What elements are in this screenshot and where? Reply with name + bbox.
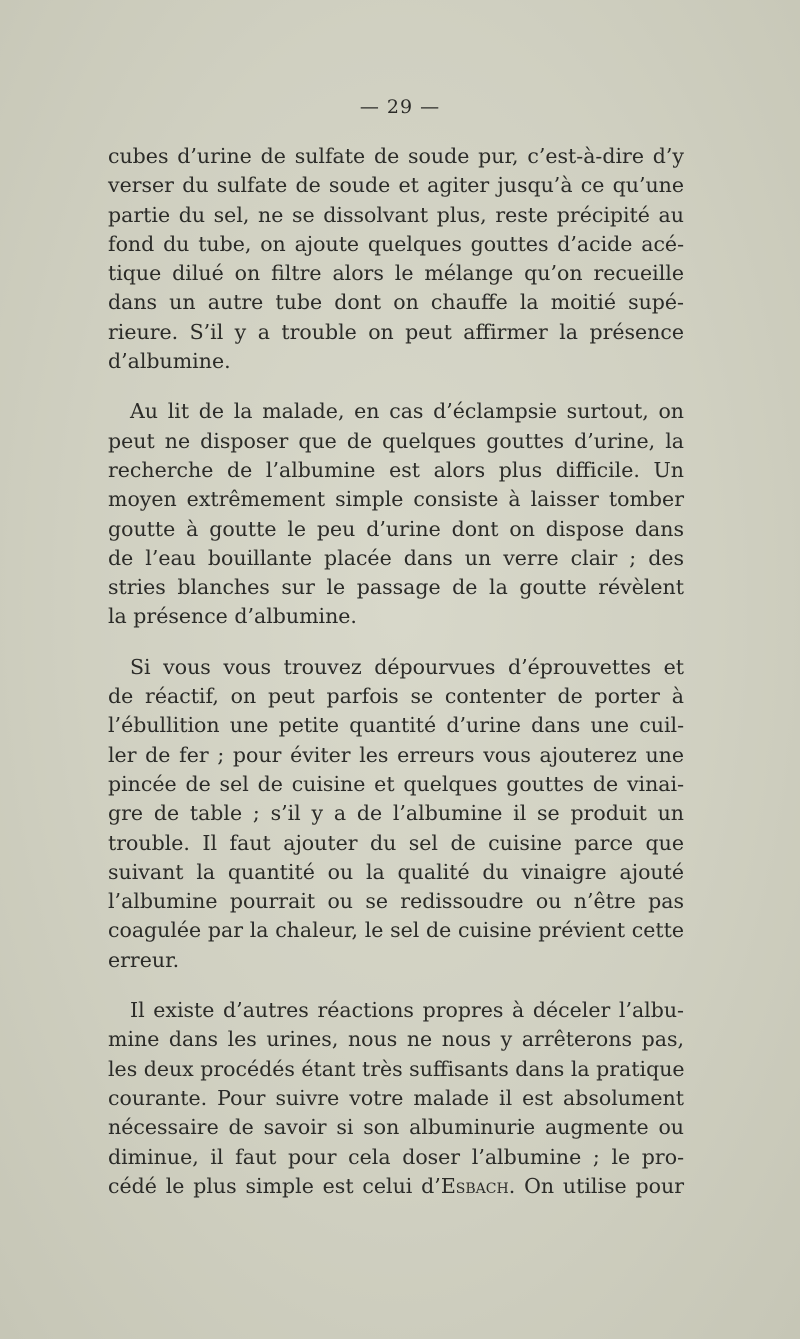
- text-line: stries blanches sur le passage de la goutte révèlent: [108, 575, 684, 600]
- text-line: de l’eau bouillante placée dans un verre clair ; des: [108, 545, 684, 570]
- text-line: Si vous vous trouvez dépourvues d’éprouvettes et: [130, 654, 684, 679]
- text-line: tique dilué on filtre alors le mélange qu’on recueille: [108, 261, 684, 286]
- paragraph: [108, 653, 684, 975]
- paragraph: [108, 397, 684, 631]
- text-line: l’ébullition une petite quantité d’urine dans une cuil-: [108, 713, 684, 738]
- paragraph: [108, 996, 684, 1201]
- text-line: diminue, il faut pour cela doser l’albumine ; le pro-: [108, 1144, 684, 1169]
- text-line: trouble. Il faut ajouter du sel de cuisine parce que: [108, 830, 684, 855]
- text-line: verser du sulfate de soude et agiter jusqu’à ce qu’une: [108, 173, 684, 198]
- text-fragment: . On utilise pour: [508, 1173, 684, 1198]
- text-line: goutte à goutte le peu d’urine dont on dispose dans: [108, 516, 684, 541]
- text-line: cubes d’urine de sulfate de soude pur, c’est-à-dire d’y: [108, 144, 684, 168]
- text-line: l’albumine pourrait ou se redissoudre ou n’être pas: [108, 889, 684, 914]
- text-line: Au lit de la malade, en cas d’éclampsie surtout, on: [130, 399, 684, 424]
- text-line: les deux procédés étant très suffisants dans la pratique: [108, 1056, 685, 1081]
- text-line: suivant la quantité ou la qualité du vinaigre ajouté: [108, 859, 684, 884]
- text-line: recherche de l’albumine est alors plus difficile. Un: [108, 457, 684, 482]
- text-fragment: cédé le plus simple est celui d’: [108, 1173, 441, 1198]
- text-line: nécessaire de savoir si son albuminurie augmente ou: [108, 1115, 684, 1140]
- text-line: coagulée par la chaleur, le sel de cuisine prévient cette: [108, 918, 684, 943]
- text-line: moyen extrêmement simple consiste à laisser tomber: [108, 487, 684, 512]
- author-name-smallcaps: Esbach: [440, 1173, 509, 1198]
- text-line: rieure. S’il y a trouble on peut affirmer la présence: [108, 319, 684, 344]
- text-line: pincée de sel de cuisine et quelques gouttes de vinai-: [108, 771, 684, 796]
- text-line: [108, 1172, 684, 1201]
- text-line: dans un autre tube dont on chauffe la moitié supé-: [108, 290, 684, 315]
- text-line: d’albumine.: [108, 349, 231, 374]
- text-line: peut ne disposer que de quelques gouttes d’urine, la: [108, 428, 684, 453]
- text-line: la présence d’albumine.: [108, 604, 357, 629]
- page-number: — 29 —: [359, 96, 441, 118]
- text-line: fond du tube, on ajoute quelques gouttes d’acide acé-: [108, 231, 684, 256]
- body-text: [108, 142, 684, 1201]
- text-line: ler de fer ; pour éviter les erreurs vous ajouterez une: [108, 742, 684, 767]
- text-line: mine dans les urines, nous ne nous y arrêterons pas,: [108, 1027, 684, 1052]
- text-line: courante. Pour suivre votre malade il est absolument: [108, 1085, 684, 1110]
- text-line: gre de table ; s’il y a de l’albumine il se produit un: [108, 801, 684, 826]
- text-line: Il existe d’autres réactions propres à déceler l’albu-: [130, 998, 684, 1023]
- text-line: erreur.: [108, 947, 180, 972]
- text-line: de réactif, on peut parfois se contenter de porter à: [108, 684, 684, 709]
- paragraph: [108, 142, 684, 376]
- text-line: partie du sel, ne se dissolvant plus, reste précipité au: [108, 202, 684, 227]
